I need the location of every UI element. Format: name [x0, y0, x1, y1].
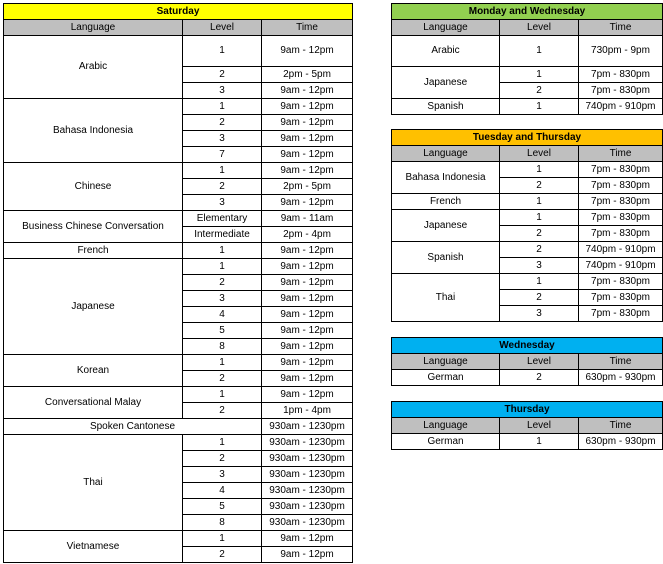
time-cell: 9am - 12pm: [262, 147, 353, 163]
time-cell: 9am - 12pm: [262, 323, 353, 339]
table-row: [4, 99, 353, 115]
level-cell: 2: [500, 370, 579, 386]
time-cell: 9am - 12pm: [262, 387, 353, 403]
time-cell: 630pm - 930pm: [579, 370, 663, 386]
language-cell: Korean: [4, 355, 183, 387]
table-row: [4, 243, 353, 259]
level-cell: 1: [183, 36, 262, 67]
time-cell: 930am - 1230pm: [262, 451, 353, 467]
table-row: [4, 531, 353, 547]
header-time: Time: [579, 146, 663, 162]
table-title: Thursday: [392, 402, 663, 418]
time-cell: 7pm - 830pm: [579, 67, 663, 83]
level-cell: 4: [183, 483, 262, 499]
time-cell: 7pm - 830pm: [579, 162, 663, 178]
level-cell: 3: [500, 258, 579, 274]
level-cell: 8: [183, 339, 262, 355]
wednesday-schedule-table: [391, 337, 663, 386]
time-cell: 9am - 12pm: [262, 83, 353, 99]
level-cell: 1: [183, 435, 262, 451]
table-row: [392, 194, 663, 210]
level-cell: 5: [183, 499, 262, 515]
table-title: Tuesday and Thursday: [392, 130, 663, 146]
level-cell: 1: [500, 434, 579, 450]
level-cell: Intermediate: [183, 227, 262, 243]
time-cell: 930am - 1230pm: [262, 483, 353, 499]
level-cell: 1: [500, 99, 579, 115]
language-cell: Chinese: [4, 163, 183, 211]
time-cell: 9am - 12pm: [262, 36, 353, 67]
level-cell: 1: [183, 531, 262, 547]
table-row: [392, 434, 663, 450]
time-cell: 9am - 12pm: [262, 531, 353, 547]
time-cell: 9am - 12pm: [262, 259, 353, 275]
level-cell: 2: [500, 178, 579, 194]
time-cell: 2pm - 5pm: [262, 179, 353, 195]
header-time: Time: [579, 20, 663, 36]
language-cell: German: [392, 434, 500, 450]
table-row: [4, 36, 353, 67]
header-language: Language: [392, 354, 500, 370]
time-cell: 2pm - 4pm: [262, 227, 353, 243]
language-cell: Arabic: [4, 36, 183, 99]
time-cell: 1pm - 4pm: [262, 403, 353, 419]
level-cell: 1: [183, 163, 262, 179]
time-cell: 7pm - 830pm: [579, 210, 663, 226]
level-cell: 3: [183, 83, 262, 99]
time-cell: 7pm - 830pm: [579, 226, 663, 242]
language-cell: Spoken Cantonese: [4, 419, 262, 435]
language-cell: Vietnamese: [4, 531, 183, 563]
time-cell: 740pm - 910pm: [579, 99, 663, 115]
header-time: Time: [579, 354, 663, 370]
time-cell: 9am - 12pm: [262, 275, 353, 291]
time-cell: 930am - 1230pm: [262, 467, 353, 483]
header-level: Level: [500, 418, 579, 434]
level-cell: 2: [500, 226, 579, 242]
time-cell: 7pm - 830pm: [579, 194, 663, 210]
time-cell: 7pm - 830pm: [579, 178, 663, 194]
header-level: Level: [183, 20, 262, 36]
language-cell: Spanish: [392, 242, 500, 274]
table-row: [4, 419, 353, 435]
level-cell: 1: [183, 259, 262, 275]
language-cell: Japanese: [392, 67, 500, 99]
time-cell: 730pm - 9pm: [579, 36, 663, 67]
table-title: Wednesday: [392, 338, 663, 354]
header-language: Language: [392, 146, 500, 162]
level-cell: 1: [183, 355, 262, 371]
table-title: Monday and Wednesday: [392, 4, 663, 20]
table-row: [4, 211, 353, 227]
time-cell: 2pm - 5pm: [262, 67, 353, 83]
level-cell: 7: [183, 147, 262, 163]
time-cell: 9am - 12pm: [262, 291, 353, 307]
level-cell: 2: [500, 83, 579, 99]
language-cell: German: [392, 370, 500, 386]
language-cell: French: [4, 243, 183, 259]
level-cell: 1: [500, 210, 579, 226]
time-cell: 7pm - 830pm: [579, 306, 663, 322]
table-row: [4, 435, 353, 451]
level-cell: 3: [183, 195, 262, 211]
table-row: [4, 259, 353, 275]
header-time: Time: [579, 418, 663, 434]
saturday-schedule-table: [3, 3, 353, 563]
level-cell: 2: [183, 403, 262, 419]
monday-wednesday-schedule-table: [391, 3, 663, 115]
level-cell: 2: [183, 275, 262, 291]
level-cell: 2: [183, 371, 262, 387]
level-cell: 1: [500, 36, 579, 67]
level-cell: 2: [500, 242, 579, 258]
header-level: Level: [500, 146, 579, 162]
time-cell: 930am - 1230pm: [262, 499, 353, 515]
header-language: Language: [392, 418, 500, 434]
level-cell: 2: [183, 179, 262, 195]
level-cell: 2: [183, 451, 262, 467]
level-cell: 1: [500, 274, 579, 290]
header-language: Language: [4, 20, 183, 36]
language-cell: Japanese: [4, 259, 183, 355]
language-cell: Conversational Malay: [4, 387, 183, 419]
level-cell: 3: [183, 131, 262, 147]
level-cell: 1: [183, 243, 262, 259]
language-cell: Bahasa Indonesia: [4, 99, 183, 163]
level-cell: 2: [183, 115, 262, 131]
level-cell: 3: [183, 291, 262, 307]
level-cell: 5: [183, 323, 262, 339]
language-cell: Thai: [4, 435, 183, 531]
level-cell: 1: [500, 162, 579, 178]
level-cell: 1: [500, 194, 579, 210]
language-cell: Spanish: [392, 99, 500, 115]
level-cell: 1: [183, 387, 262, 403]
level-cell: 2: [183, 67, 262, 83]
table-row: [392, 67, 663, 83]
language-cell: Arabic: [392, 36, 500, 67]
level-cell: Elementary: [183, 211, 262, 227]
table-row: [392, 99, 663, 115]
header-level: Level: [500, 354, 579, 370]
time-cell: 9am - 12pm: [262, 371, 353, 387]
time-cell: 9am - 12pm: [262, 355, 353, 371]
table-row: [4, 387, 353, 403]
level-cell: 4: [183, 307, 262, 323]
table-row: [4, 163, 353, 179]
time-cell: 9am - 11am: [262, 211, 353, 227]
time-cell: 9am - 12pm: [262, 195, 353, 211]
time-cell: 7pm - 830pm: [579, 290, 663, 306]
header-language: Language: [392, 20, 500, 36]
level-cell: 3: [500, 306, 579, 322]
level-cell: 2: [500, 290, 579, 306]
time-cell: 930am - 1230pm: [262, 419, 353, 435]
time-cell: 7pm - 830pm: [579, 274, 663, 290]
time-cell: 9am - 12pm: [262, 99, 353, 115]
time-cell: 9am - 12pm: [262, 115, 353, 131]
level-cell: 2: [183, 547, 262, 563]
table-row: [4, 355, 353, 371]
language-cell: Business Chinese Conversation: [4, 211, 183, 243]
time-cell: 740pm - 910pm: [579, 258, 663, 274]
table-row: [392, 36, 663, 67]
time-cell: 930am - 1230pm: [262, 515, 353, 531]
table-row: [392, 210, 663, 226]
header-level: Level: [500, 20, 579, 36]
table-row: [392, 370, 663, 386]
level-cell: 1: [183, 99, 262, 115]
level-cell: 1: [500, 67, 579, 83]
time-cell: 7pm - 830pm: [579, 83, 663, 99]
header-time: Time: [262, 20, 353, 36]
time-cell: 9am - 12pm: [262, 339, 353, 355]
time-cell: 740pm - 910pm: [579, 242, 663, 258]
table-title: Saturday: [4, 4, 353, 20]
table-row: [392, 242, 663, 258]
thursday-schedule-table: [391, 401, 663, 450]
level-cell: 8: [183, 515, 262, 531]
language-cell: French: [392, 194, 500, 210]
table-row: [392, 274, 663, 290]
time-cell: 930am - 1230pm: [262, 435, 353, 451]
time-cell: 9am - 12pm: [262, 163, 353, 179]
level-cell: 3: [183, 467, 262, 483]
tuesday-thursday-schedule-table: [391, 129, 663, 322]
time-cell: 9am - 12pm: [262, 243, 353, 259]
language-cell: Bahasa Indonesia: [392, 162, 500, 194]
time-cell: 9am - 12pm: [262, 131, 353, 147]
time-cell: 9am - 12pm: [262, 547, 353, 563]
time-cell: 9am - 12pm: [262, 307, 353, 323]
time-cell: 630pm - 930pm: [579, 434, 663, 450]
language-cell: Thai: [392, 274, 500, 322]
language-cell: Japanese: [392, 210, 500, 242]
table-row: [392, 162, 663, 178]
